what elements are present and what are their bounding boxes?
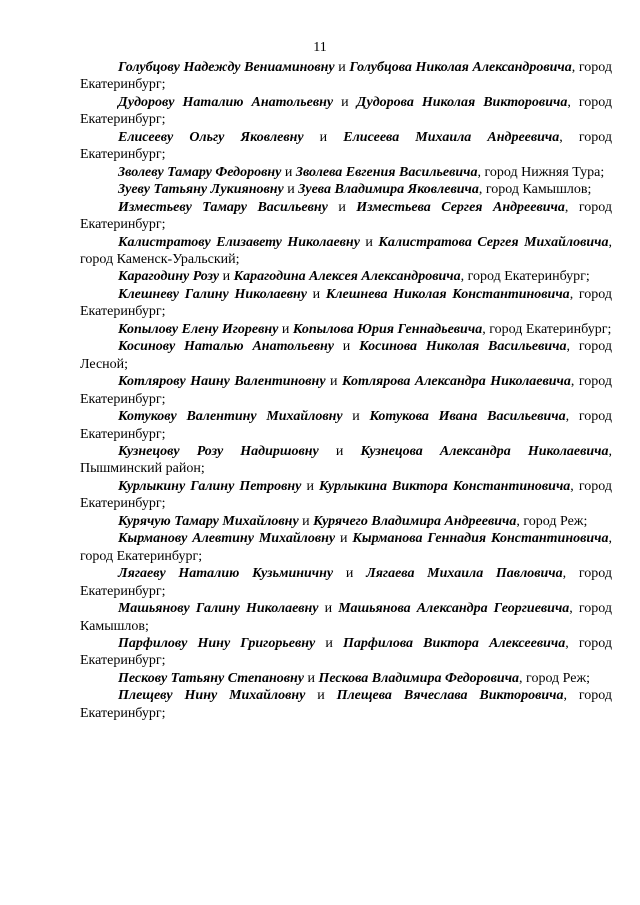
wife-name: Котукову Валентину Михайловну <box>118 409 343 425</box>
separator: , <box>564 199 569 215</box>
husband-name: Лягаева Михаила Павловича <box>366 566 563 582</box>
conjunction: и <box>333 94 357 110</box>
husband-name: Машьянова Александра Георгиевича <box>338 601 570 617</box>
list-entry <box>80 600 612 635</box>
location: город Екатеринбург; <box>80 94 612 128</box>
wife-name: Курячую Тамару Михайловну <box>118 513 299 529</box>
separator: , <box>565 409 570 425</box>
list-entry <box>80 443 612 478</box>
wife-name: Пескову Татьяну Степановну <box>118 670 304 686</box>
conjunction: и <box>305 688 337 704</box>
wife-name: Карагодину Розу <box>118 269 220 285</box>
separator: , <box>478 182 483 198</box>
husband-name: Парфилова Виктора Алексеевича <box>342 635 566 651</box>
conjunction: и <box>283 182 299 198</box>
location: город Екатеринбург; <box>80 129 612 163</box>
husband-name: Изместьева Сергея Андреевича <box>356 199 565 215</box>
husband-name: Копылова Юрия Геннадьевича <box>292 321 483 337</box>
husband-name: Котлярова Александра Николаевича <box>342 374 571 390</box>
separator: , <box>608 234 612 250</box>
conjunction: и <box>315 635 343 651</box>
husband-name: Зуева Владимира Яковлевича <box>298 182 479 198</box>
separator: , <box>559 129 563 145</box>
separator: , <box>608 443 612 459</box>
separator: , <box>562 566 567 582</box>
conjunction: и <box>342 409 370 425</box>
location: город Каменск-Уральский; <box>80 251 240 267</box>
list-entry <box>80 286 612 321</box>
separator: , <box>569 286 574 302</box>
conjunction: и <box>306 286 326 302</box>
page-number: 11 <box>313 40 327 55</box>
location: Пышминский район; <box>80 461 205 477</box>
conjunction: и <box>301 478 320 494</box>
list-entry <box>80 565 612 600</box>
husband-name: Клешнева Николая Константиновича <box>325 286 570 302</box>
husband-name: Курячего Владимира Андреевича <box>313 513 517 529</box>
list-entry <box>80 181 612 198</box>
conjunction: и <box>303 670 319 686</box>
conjunction: и <box>325 374 342 390</box>
location: город Екатеринбург; <box>80 60 612 93</box>
list-entry <box>80 373 612 408</box>
location: город Екатеринбург; <box>80 566 612 599</box>
wife-name: Косинову Наталью Анатольевну <box>118 339 334 355</box>
wife-name: Клешневу Галину Николаевну <box>118 286 307 302</box>
husband-name: Пескова Владимира Федоровича <box>318 670 520 686</box>
wife-name: Калистратову Елизавету Николаевну <box>118 234 360 250</box>
separator: , <box>482 321 486 337</box>
list-entry <box>80 408 612 443</box>
list-entry <box>80 234 612 269</box>
husband-name: Елисеева Михаила Андреевича <box>343 129 560 145</box>
wife-name: Котлярову Наину Валентиновну <box>118 374 326 390</box>
wife-name: Зволеву Тамару Федоровну <box>118 164 282 180</box>
location: город Екатеринбург; <box>80 409 612 442</box>
husband-name: Курлыкина Виктора Константиновича <box>319 478 571 494</box>
location: город Екатеринбург; <box>485 321 612 337</box>
husband-name: Плещева Вячеслава Викторовича <box>336 688 564 704</box>
location: город Нижняя Тура; <box>481 164 605 180</box>
wife-name: Кырманову Алевтину Михайловну <box>118 531 336 547</box>
location: город Екатеринбург; <box>80 688 612 721</box>
conjunction: и <box>333 566 367 582</box>
wife-name: Копылову Елену Игоревну <box>118 321 279 337</box>
wife-name: Лягаеву Наталию Кузьминичну <box>118 566 334 582</box>
location: город Екатеринбург; <box>80 478 612 512</box>
wife-name: Машьянову Галину Николаевну <box>118 601 319 617</box>
separator: , <box>567 94 571 110</box>
conjunction: и <box>327 199 357 215</box>
separator: , <box>519 670 523 686</box>
separator: , <box>477 164 482 180</box>
list-entry <box>80 687 612 722</box>
conjunction: и <box>278 321 293 337</box>
wife-name: Голубцову Надежду Вениаминовну <box>118 60 335 75</box>
wife-name: Кузнецову Розу Надиршовну <box>118 443 319 459</box>
husband-name: Карагодина Алексея Александровича <box>233 269 461 285</box>
separator: , <box>516 513 520 529</box>
wife-name: Парфилову Нину Григорьевну <box>118 635 316 651</box>
list-entry <box>80 129 612 164</box>
list-entry <box>80 338 612 373</box>
list-entry <box>80 530 612 565</box>
wife-name: Плещеву Нину Михайловну <box>118 688 306 704</box>
wife-name: Курлыкину Галину Петровну <box>118 478 302 494</box>
conjunction: и <box>333 339 360 355</box>
husband-name: Кырманова Геннадия Константиновича <box>352 531 609 547</box>
location: город Екатеринбург; <box>464 269 590 285</box>
separator: , <box>563 688 567 704</box>
list-entry <box>80 478 612 513</box>
husband-name: Голубцова Николая Александровича <box>349 60 572 75</box>
husband-name: Косинова Николая Васильевича <box>359 339 567 355</box>
husband-name: Зволева Евгения Васильевича <box>295 164 478 180</box>
separator: , <box>566 339 571 355</box>
list-entry <box>80 94 612 129</box>
conjunction: и <box>303 129 344 145</box>
list-entry <box>80 59 612 94</box>
conjunction: и <box>318 443 361 459</box>
list-entry <box>80 268 612 285</box>
list-entry <box>80 199 612 234</box>
separator: , <box>570 374 575 390</box>
husband-name: Калистратова Сергея Михайловича <box>378 234 609 250</box>
conjunction: и <box>359 234 379 250</box>
list-entry <box>80 321 612 338</box>
husband-name: Дудорова Николая Викторовича <box>356 94 568 110</box>
wife-name: Зуеву Татьяну Лукияновну <box>118 182 284 198</box>
location: город Лесной; <box>80 339 612 372</box>
conjunction: и <box>281 164 296 180</box>
conjunction: и <box>298 513 314 529</box>
list-entry <box>80 513 612 530</box>
location: город Реж; <box>522 670 591 686</box>
wife-name: Дудорову Наталию Анатольевну <box>118 94 334 110</box>
location: город Камышлов; <box>482 182 592 198</box>
list-entry <box>80 670 612 687</box>
separator: , <box>569 601 573 617</box>
location: город Екатеринбург; <box>80 548 203 564</box>
conjunction: и <box>334 60 350 75</box>
wife-name: Елисееву Ольгу Яковлевну <box>118 129 304 145</box>
separator: , <box>460 269 465 285</box>
list-entry <box>80 635 612 670</box>
separator: , <box>608 531 612 547</box>
list-entry <box>80 164 612 181</box>
husband-name: Котукова Ивана Васильевича <box>369 409 566 425</box>
location: город Екатеринбург; <box>80 635 612 669</box>
location: город Камышлов; <box>80 601 612 634</box>
conjunction: и <box>219 269 234 285</box>
husband-name: Кузнецова Александра Николаевича <box>360 443 609 459</box>
separator: , <box>571 60 576 75</box>
location: город Реж; <box>519 513 588 529</box>
location: город Екатеринбург; <box>80 374 613 407</box>
location: город Екатеринбург; <box>80 286 612 320</box>
wife-name: Изместьеву Тамару Васильевну <box>118 199 328 215</box>
separator: , <box>570 478 574 494</box>
award-list <box>80 59 612 722</box>
conjunction: и <box>318 601 339 617</box>
conjunction: и <box>335 531 353 547</box>
location: город Екатеринбург; <box>80 199 612 233</box>
separator: , <box>565 635 569 651</box>
